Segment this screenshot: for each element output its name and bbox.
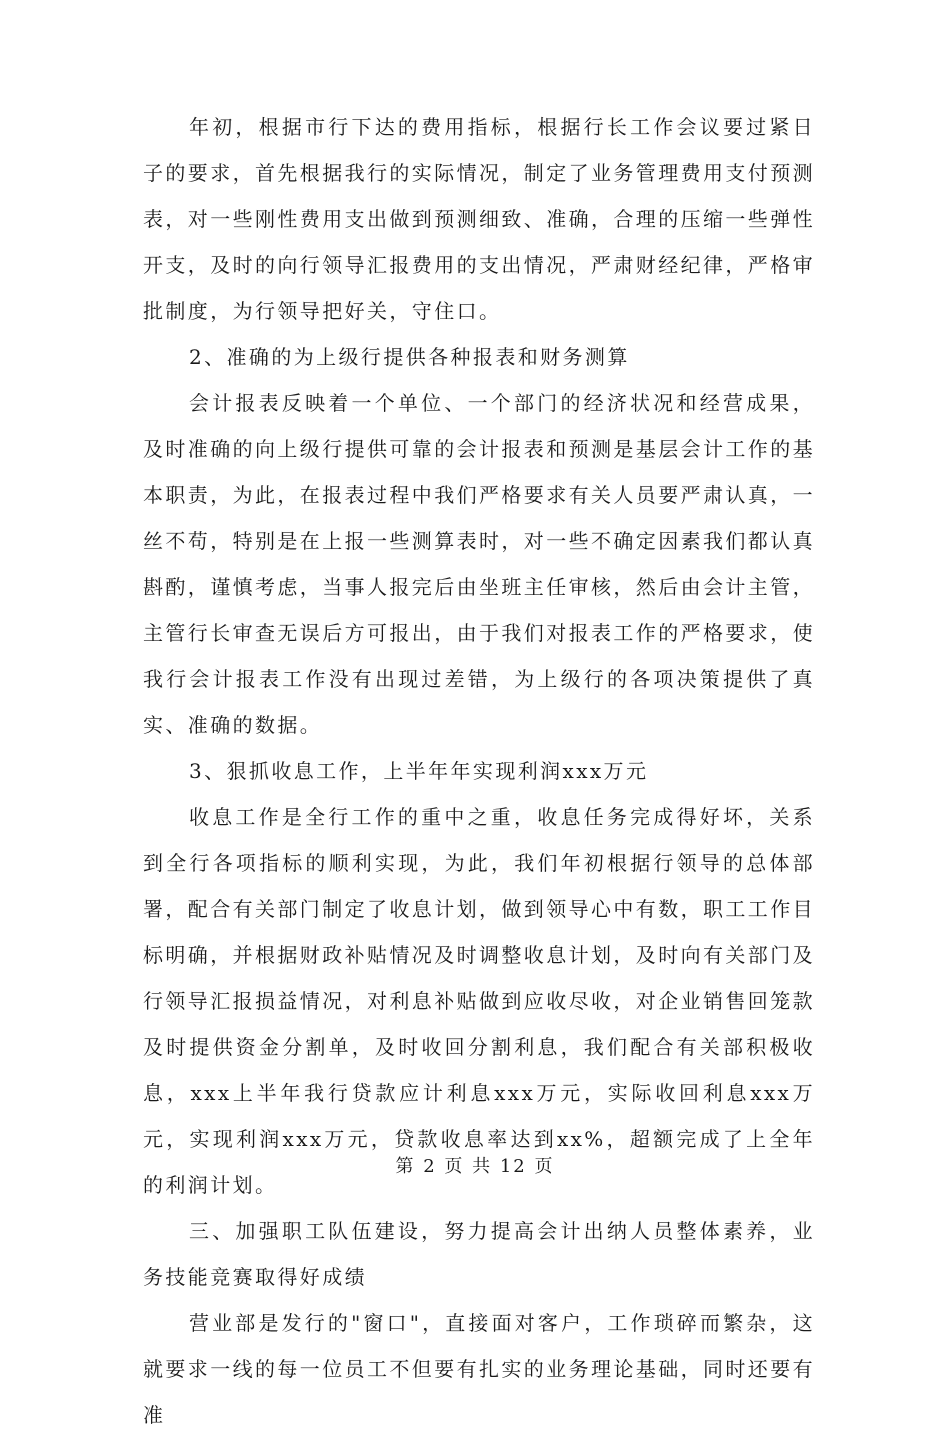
heading-reports: 2、准确的为上级行提供各种报表和财务测算 xyxy=(189,345,630,369)
paragraph-expense-control: 年初，根据市行下达的费用指标，根据行长工作会议要过紧日子的要求，首先根据我行的实际情况，制定了业务管理费用支付预测表，对一些刚性费用支出做到预测细致、准确，合理的压缩一些弹性开支，及时的向行领导汇报费用的支出情况，严肃财经纪律，严格审批制度，为行领导把好关，守住口。 xyxy=(143,115,815,323)
paragraph-interest-collection: 收息工作是全行工作的重中之重，收息任务完成得好坏，关系到全行各项指标的顺利实现，为此，我们年初根据行领导的总体部署，配合有关部门制定了收息计划，做到领导心中有数，职工工作目标明确，并根据财政补贴情况及时调整收息计划，及时向有关部门及行领导汇报损益情况，对利息补贴做到应收尽收，对企业销售回笼款及时提供资金分割单，及时收回分割利息，我们配合有关部积极收息，xxx上半年我行贷款应计利息xxx万元，实际收回利息xxx万元，实现利润xxx万元，贷款收息率达到xx%，超额完成了上全年的利润计划。 xyxy=(143,805,815,1197)
page-number-footer: 第 2 页 共 12 页 xyxy=(395,1156,555,1177)
document-body xyxy=(143,104,815,1438)
heading-staff-building: 三、加强职工队伍建设，努力提高会计出纳人员整体素养，业务技能竞赛取得好成绩 xyxy=(143,1219,815,1289)
paragraph-reports: 会计报表反映着一个单位、一个部门的经济状况和经营成果，及时准确的向上级行提供可靠的会计报表和预测是基层会计工作的基本职责，为此，在报表过程中我们严格要求有关人员要严肃认真，一丝不苟，特别是在上报一些测算表时，对一些不确定因素我们都认真斟酌，谨慎考虑，当事人报完后由坐班主任审核，然后由会计主管，主管行长审查无误后方可报出，由于我们对报表工作的严格要求，使我行会计报表工作没有出现过差错，为上级行的各项决策提供了真实、准确的数据。 xyxy=(143,391,815,737)
heading-interest-collection: 3、狠抓收息工作，上半年年实现利润xxx万元 xyxy=(189,759,649,783)
paragraph-business-department: 营业部是发行的"窗口"，直接面对客户，工作琐碎而繁杂，这就要求一线的每一位员工不但要有扎实的业务理论基础，同时还要有准 xyxy=(143,1311,815,1427)
